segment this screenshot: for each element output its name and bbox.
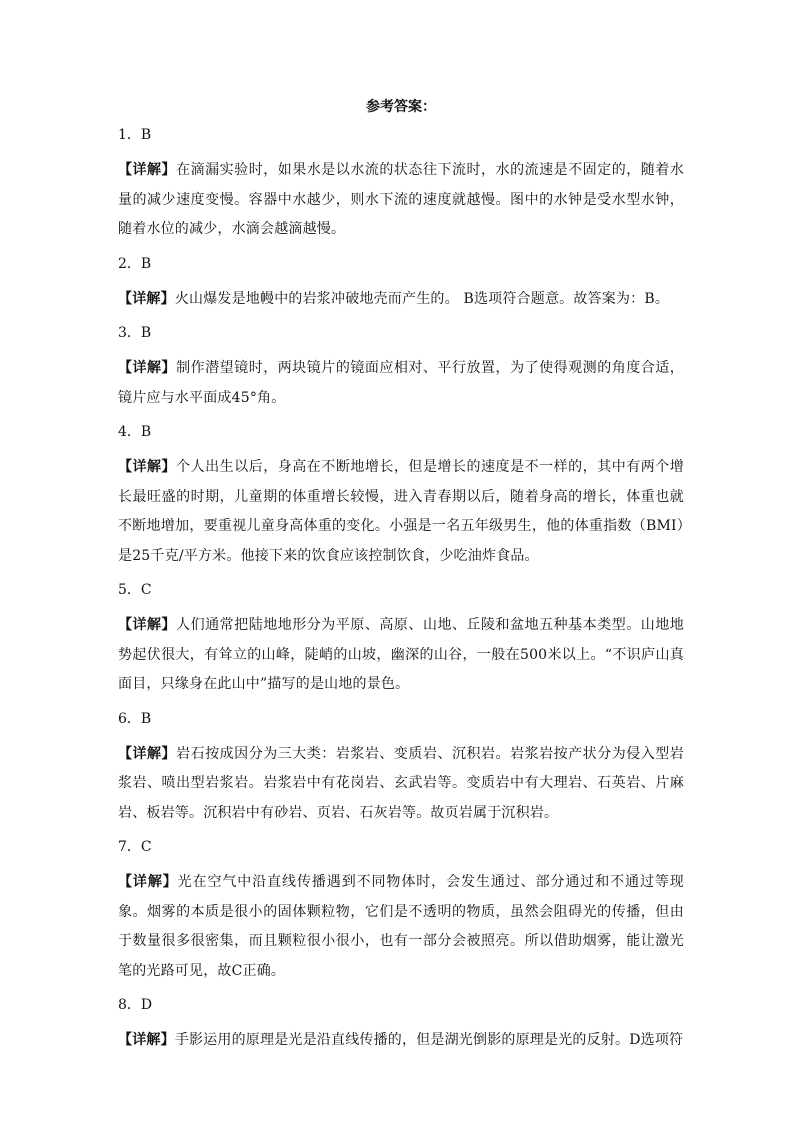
explanation-text: 光在空气中沿直线传播遇到不同物体时，会发生通过、部分通过和不通过等现象。烟雾的本质是很小的固体颗粒物，它们是不透明的物质，虽然会阻碍光的传播，但由于数量很多很密集，而且颗粒很小很小，也有一部分会被照亮。所以借助烟雾，能让激光笔的光路可见，故C正确。 — [118, 874, 684, 979]
explanation — [118, 156, 684, 245]
explanation — [118, 285, 684, 315]
explanation — [118, 1026, 684, 1056]
question-number: 4．B — [118, 424, 152, 440]
answer-item-5 — [118, 579, 684, 700]
question-number: 6．B — [118, 710, 152, 727]
explanation-tag: 【详解】 — [118, 360, 177, 376]
question-number: 8．D — [118, 997, 153, 1013]
explanation-tag: 【详解】 — [118, 617, 177, 633]
explanation — [118, 611, 684, 700]
question-number: 5．C — [118, 582, 152, 598]
explanation-text: 岩石按成因分为三大类：岩浆岩、变质岩、沉积岩。岩浆岩按产状分为侵入型岩浆岩、喷出型岩浆岩。岩浆岩中有花岗岩、玄武岩等。变质岩中有大理岩、石英岩、片麻岩、板岩等。沉积岩中有砂岩、页岩、石灰岩等。故页岩属于沉积岩。 — [118, 745, 684, 821]
explanation-tag: 【详解】 — [118, 874, 178, 890]
explanation-text: 手影运用的原理是光是沿直线传播的，但是湖光倒影的原理是光的反射。D选项符 — [174, 1032, 684, 1048]
explanation — [118, 740, 684, 829]
explanation-tag: 【详解】 — [118, 162, 177, 178]
answer-item-2 — [118, 253, 684, 315]
explanation-text: 个人出生以后，身高在不断地增长，但是增长的速度是不一样的，其中有两个增长最旺盛的时期，儿童期的体重增长较慢，进入青春期以后，随着身高的增长，体重也就不断地增加，要重视儿童身高体重的变化。小强是一名五年级男生，他的体重指数（BMI）是25千克/平方米。他接下来的饮食应该控制饮食，少吃油炸食品。 — [118, 459, 684, 564]
explanation-text: 制作潜望镜时，两块镜片的镜面应相对、平行放置，为了使得观测的角度合适，镜片应与水平面成45°角。 — [118, 360, 684, 406]
explanation-tag: 【详解】 — [118, 1032, 175, 1048]
question-number: 3．B — [118, 325, 152, 341]
explanation-tag: 【详解】 — [118, 290, 175, 307]
question-number: 2．B — [118, 255, 152, 272]
answer-item-6 — [118, 708, 684, 829]
explanation — [118, 354, 684, 413]
explanation-text: 人们通常把陆地地形分为平原、高原、山地、丘陵和盆地五种基本类型。山地地势起伏很大，有耸立的山峰，陡峭的山坡，幽深的山谷，一般在500米以上。“不识庐山真面目，只缘身在此山中”描写的是山地的景色。 — [118, 617, 684, 692]
question-number: 7．C — [118, 839, 152, 855]
question-number: 1．B — [118, 127, 152, 143]
answer-item-8 — [118, 994, 684, 1056]
answer-item-3 — [118, 322, 684, 413]
answer-page — [118, 96, 684, 1064]
explanation-tag: 【详解】 — [118, 459, 177, 475]
explanation-tag: 【详解】 — [118, 745, 177, 762]
answer-item-4 — [118, 421, 684, 571]
explanation-text: 火山爆发是地幔中的岩浆冲破地壳而产生的。 B选项符合题意。故答案为：B。 — [174, 290, 670, 307]
page-title: 参考答案： — [366, 99, 436, 115]
explanation — [118, 453, 684, 571]
answer-item-7 — [118, 836, 684, 986]
explanation — [118, 868, 684, 986]
answer-item-1 — [118, 124, 684, 245]
explanation-text: 在滴漏实验时，如果水是以水流的状态往下流时，水的流速是不固定的，随着水量的减少速度变慢。容器中水越少，则水下流的速度就越慢。图中的水钟是受水型水钟，随着水位的减少，水滴会越滴越慢。 — [118, 162, 684, 237]
